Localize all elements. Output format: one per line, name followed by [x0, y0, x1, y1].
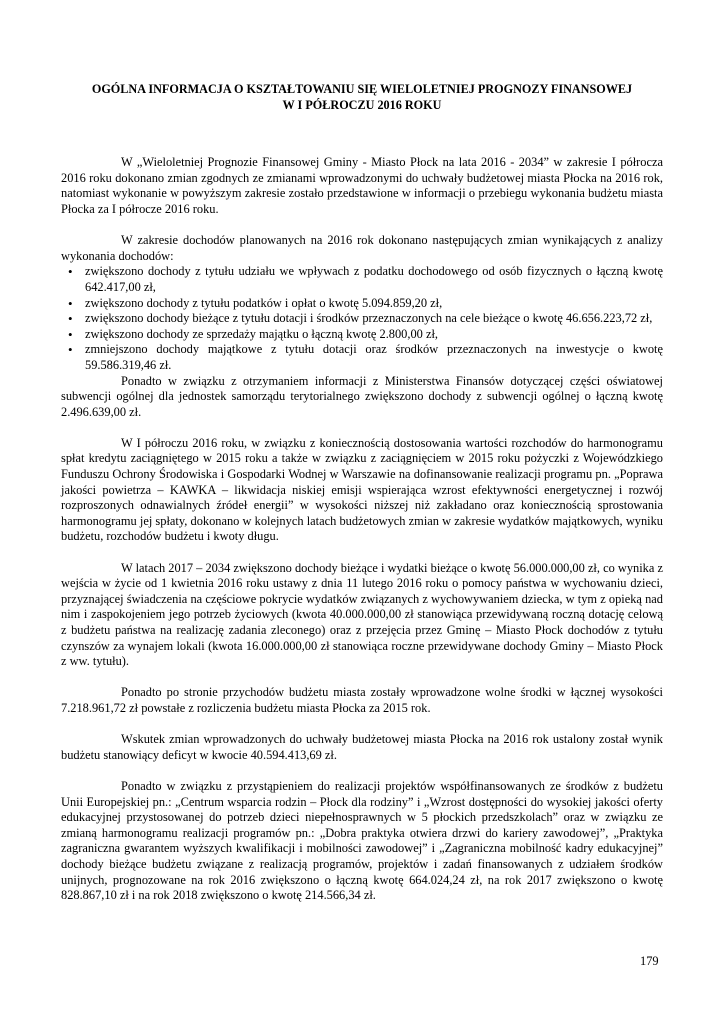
- paragraph-subvention: Ponadto w związku z otrzymaniem informacji z Ministerstwa Finansów dotyczącej części oświatowej subwencji ogólnej dla jednostek samorządu terytorialnego zwiększono dochody z subwencji ogólnej o łączną kwotę 2.496.639,00 zł.: [61, 373, 663, 419]
- paragraph-loan-repayment: W I półroczu 2016 roku, w związku z koniecznością dostosowania wartości rozchodów do harmonogramu spłat kredytu zaciągniętego w 2015 roku a także w związku z zaciągnięciem w 2015 roku pożyczki z Wojewódzkiego Funduszu Ochrony Środowiska i Gospodarki Wodnej w Warszawie na dofinansowanie realizacji programu pn. „Poprawa jakości powietrza – KAWKA – likwidacja niskiej emisji wspierająca wzrost efektywności energetycznej i rozwój rozproszonych odnawialnych źródeł energii” w wysokości niższej niż zakładano oraz koniecznością sprostowania harmonogramu jej spłaty, dokonano w kolejnych latach budżetowych zmian w zakresie wydatków majątkowych, wyniku budżetu, rozchodów budżetu i kwoty długu.: [61, 435, 663, 544]
- list-item: • zwiększono dochody ze sprzedaży majątku o łączną kwotę 2.800,00 zł,: [85, 327, 663, 343]
- list-item: • zwiększono dochody z tytułu udziału we wpływach z podatku dochodowego od osób fizycznych o łączną kwotę 642.417,00 zł,: [85, 264, 663, 295]
- title-line-2: W I PÓŁROCZU 2016 ROKU: [282, 97, 442, 112]
- page-number: 179: [640, 954, 659, 968]
- paragraph-eu-projects: Ponadto w związku z przystąpieniem do realizacji projektów współfinansowanych ze środków z budżetu Unii Europejskiej pn.: „Centrum wsparcia rodzin – Płock dla rodziny” i „Wzrost dostępności do wysokiej jakości oferty edukacyjnej przystosowanej do potrzeb dzieci niepełnosprawnych w 5 płockich przedszkolach” oraz w związku ze zmianą harmonogramu realizacji programów pn.: „Dobra praktyka otwiera drzwi do kariery zawodowej”, „Praktyka zagraniczna gwarantem wyższych kwalifikacji i mobilności zawodowej” i „Zagraniczna mobilność kadry edukacyjnej” dochody bieżące budżetu związane z realizacją programów, projektów i zadań finansowanych z udziałem środków unijnych, prognozowane na rok 2016 zwiększono o łączną kwotę 664.024,24 zł, na rok 2017 zwiększono o kwotę 828.867,10 zł i na rok 2018 zwiększono o kwotę 214.566,34 zł.: [61, 778, 663, 903]
- title-line-1: OGÓLNA INFORMACJA O KSZTAŁTOWANIU SIĘ WIELOLETNIEJ PROGNOZY FINANSOWEJ: [91, 82, 633, 96]
- paragraph-free-funds: Ponadto po stronie przychodów budżetu miasta zostały wprowadzone wolne środki w łącznej wysokości 7.218.961,72 zł powstałe z rozliczenia budżetu miasta Płocka za 2015 rok.: [61, 685, 663, 715]
- paragraph-2017-2034: W latach 2017 – 2034 zwiększono dochody bieżące i wydatki bieżące o kwotę 56.000.000,00 zł, co wynika z wejścia w życie od 1 kwietnia 2016 roku ustawy z dnia 11 lutego 2016 roku o pomocy państwa w wychowaniu dzieci, przyznającej świadczenia na częściowe pokrycie wydatków związanych z wychowywaniem dziecka, w tym z opieką nad nim i zaspokojeniem jego potrzeb życiowych (kwota 40.000.000,00 zł stanowiąca przewidywaną roczną dotację celową z budżetu państwa na realizację zadania zleconego) oraz z przejęcia przez Gminę – Miasto Płock dochodów z tytułu czynszów za wynajem lokali (kwota 16.000.000,00 zł stanowiąca roczne przewidywane dochody Gminy – Miasto Płock z ww. tytułu).: [61, 560, 663, 669]
- document-body: [61, 82, 663, 904]
- paragraph-income-changes: W zakresie dochodów planowanych na 2016 rok dokonano następujących zmian wynikających z analizy wykonania dochodów:: [61, 233, 663, 263]
- document-title: [61, 82, 663, 113]
- paragraph-deficit: Wskutek zmian wprowadzonych do uchwały budżetowej miasta Płocka na 2016 rok ustalony został wynik budżetu stanowiący deficyt w kwocie 40.594.413,69 zł.: [61, 732, 663, 762]
- paragraph-intro: W „Wieloletniej Prognozie Finansowej Gminy - Miasto Płock na lata 2016 - 2034” w zakresie I półrocza 2016 roku dokonano zmian zgodnych ze zmianami wprowadzonymi do uchwały budżetowej miasta Płocka na 2016 rok, natomiast wykonanie w powyższym zakresie zostało przedstawione w informacji o przebiegu wykonania budżetu miasta Płocka za I półrocze 2016 roku.: [61, 155, 663, 216]
- list-item: • zwiększono dochody z tytułu podatków i opłat o kwotę 5.094.859,20 zł,: [85, 296, 663, 312]
- list-item: • zwiększono dochody bieżące z tytułu dotacji i środków przeznaczonych na cele bieżące o kwotę 46.656.223,72 zł,: [85, 311, 663, 327]
- income-changes-list: [61, 264, 663, 373]
- list-item: • zmniejszono dochody majątkowe z tytułu dotacji oraz środków przeznaczonych na inwestycje o kwotę 59.586.319,46 zł.: [85, 342, 663, 373]
